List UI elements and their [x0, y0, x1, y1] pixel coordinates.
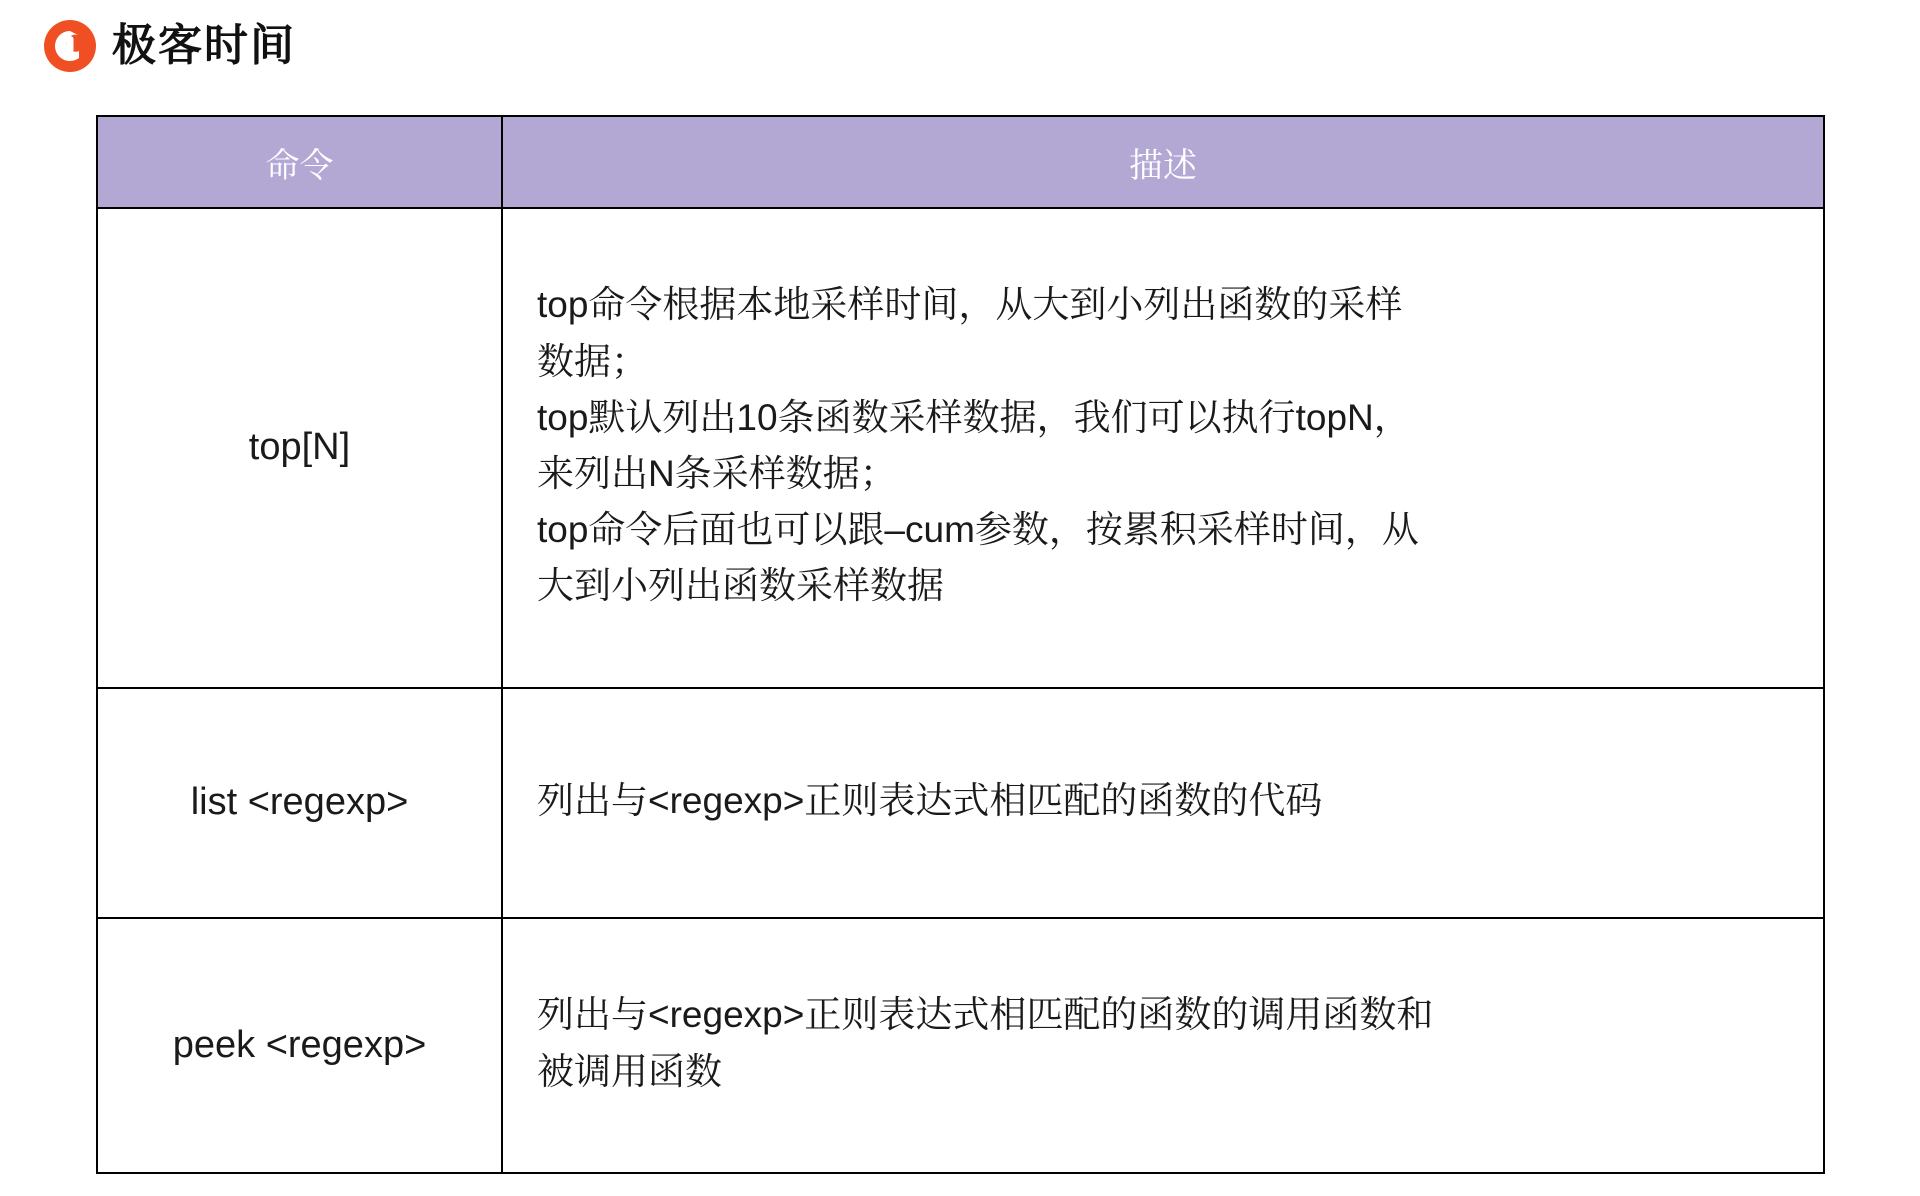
description-cell [502, 918, 1824, 1173]
table-header-row [97, 116, 1824, 208]
description-line: 大到小列出函数采样数据 [537, 565, 944, 607]
description-line: top命令根据本地采样时间，从大到小列出函数的采样 [537, 284, 1403, 326]
table-row [97, 688, 1824, 918]
description-cell [502, 208, 1824, 688]
description-line: 被调用函数 [537, 1050, 722, 1092]
column-header-description: 描述 [502, 116, 1824, 208]
description-cell [502, 688, 1824, 918]
description-line: top默认列出10条函数采样数据，我们可以执行topN， [537, 396, 1411, 438]
command-cell: top[N] [97, 208, 502, 688]
table-row [97, 918, 1824, 1173]
description-line: 数据； [537, 340, 648, 382]
command-cell: list <regexp> [97, 688, 502, 918]
table-row [97, 208, 1824, 688]
description-line: 列出与<regexp>正则表达式相匹配的函数的代码 [537, 779, 1323, 821]
description-line: top命令后面也可以跟–cum参数，按累积采样时间，从 [537, 509, 1419, 551]
brand-header [42, 18, 296, 74]
command-table-container [96, 115, 1825, 1174]
column-header-command: 命令 [97, 116, 502, 208]
geek-time-logo-icon [42, 18, 98, 74]
command-table [96, 115, 1825, 1174]
description-line: 来列出N条采样数据； [537, 453, 897, 494]
command-cell: peek <regexp> [97, 918, 502, 1173]
description-line: 列出与<regexp>正则表达式相匹配的函数的调用函数和 [537, 994, 1434, 1036]
brand-name: 极客时间 [112, 21, 296, 70]
